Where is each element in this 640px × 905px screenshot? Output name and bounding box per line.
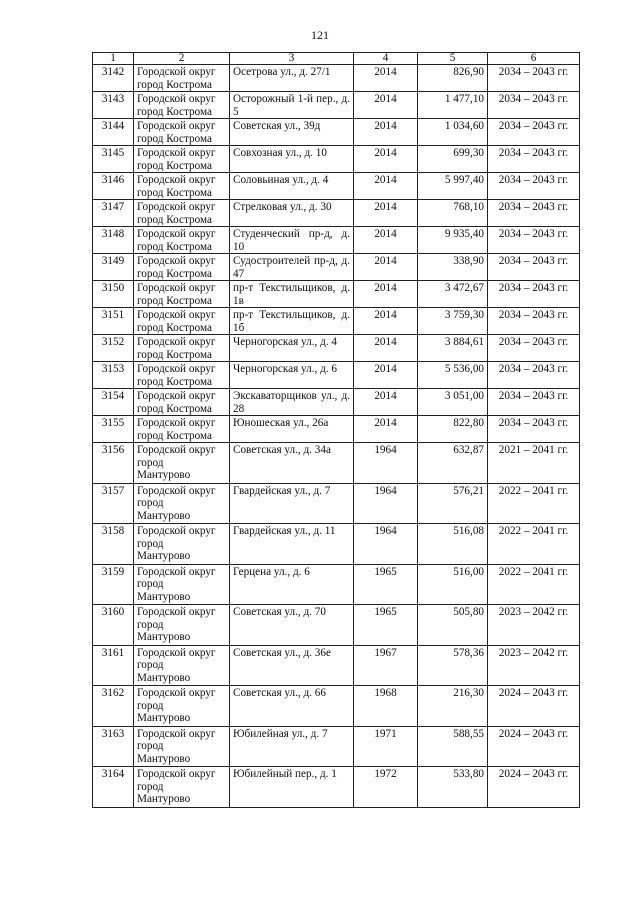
row-number-cell: 3159	[93, 564, 134, 605]
district-cell	[134, 389, 230, 416]
area-cell: 768,10	[418, 200, 488, 227]
period-cell: 2034 – 2043 гг.	[488, 119, 580, 146]
table-row	[93, 362, 580, 389]
table-row	[93, 389, 580, 416]
year-cell: 2014	[354, 254, 418, 281]
area-cell: 9 935,40	[418, 227, 488, 254]
district-line: Мантурово	[137, 671, 191, 684]
district-line: Мантурово	[137, 712, 191, 724]
district-line: Мантурово	[137, 752, 191, 765]
address-cell: Студенческий пр-д, д. 10	[230, 227, 354, 254]
district-line: Мантурово	[137, 590, 191, 603]
area-cell: 588,55	[418, 726, 488, 767]
area-cell: 216,30	[418, 686, 488, 727]
row-number-cell: 3145	[93, 146, 134, 173]
year-cell: 2014	[354, 308, 418, 335]
table-row	[93, 443, 580, 484]
district-cell	[134, 308, 230, 335]
district-line: город	[137, 578, 164, 590]
table-row	[93, 564, 580, 605]
table-row	[93, 254, 580, 281]
district-cell	[134, 767, 230, 808]
housing-register-table	[92, 52, 580, 808]
period-cell: 2034 – 2043 гг.	[488, 92, 580, 119]
address-cell: Советская ул., 39д	[230, 119, 354, 146]
district-cell	[134, 335, 230, 362]
row-number-cell: 3158	[93, 524, 134, 565]
page-number: 121	[311, 28, 329, 42]
year-cell: 1964	[354, 443, 418, 484]
area-cell: 516,08	[418, 524, 488, 565]
address-cell: Юношеская ул., 26а	[230, 416, 354, 443]
area-cell: 578,36	[418, 645, 488, 686]
district-line: Городской округ	[137, 336, 216, 348]
area-cell: 3 884,61	[418, 335, 488, 362]
district-line: город	[137, 456, 164, 469]
district-line: Городской округ	[137, 646, 216, 659]
area-cell: 338,90	[418, 254, 488, 281]
district-cell	[134, 254, 230, 281]
year-cell: 2014	[354, 92, 418, 119]
district-line: город Кострома	[137, 213, 212, 226]
district-line: Городской округ	[137, 390, 216, 402]
address-cell: Гвардейская ул., д. 7	[230, 483, 354, 524]
address-cell: пр-т Текстильщиков, д. 1в	[230, 281, 354, 308]
period-cell: 2034 – 2043 гг.	[488, 281, 580, 308]
column-header: 6	[488, 53, 580, 65]
address-cell: Экскаваторщиков ул., д. 28	[230, 389, 354, 416]
address-cell: Советская ул., д. 70	[230, 605, 354, 646]
district-cell	[134, 645, 230, 686]
address-cell: Черногорская ул., д. 6	[230, 362, 354, 389]
area-cell: 3 472,67	[418, 281, 488, 308]
year-cell: 2014	[354, 173, 418, 200]
table-row	[93, 308, 580, 335]
row-number-cell: 3148	[93, 227, 134, 254]
district-cell	[134, 146, 230, 173]
row-number-cell: 3152	[93, 335, 134, 362]
period-cell: 2024 – 2043 гг.	[488, 726, 580, 767]
area-cell: 516,00	[418, 564, 488, 605]
row-number-cell: 3160	[93, 605, 134, 646]
district-line: Городской округ	[137, 282, 216, 294]
district-cell	[134, 119, 230, 146]
area-cell: 5 997,40	[418, 173, 488, 200]
table-row	[93, 416, 580, 443]
district-line: город Кострома	[137, 240, 212, 253]
table-row	[93, 767, 580, 808]
area-cell: 5 536,00	[418, 362, 488, 389]
period-cell: 2024 – 2043 гг.	[488, 686, 580, 727]
district-line: город	[137, 699, 164, 712]
year-cell: 2014	[354, 200, 418, 227]
year-cell: 1971	[354, 726, 418, 767]
district-line: Городской округ	[137, 768, 216, 780]
district-line: Городской округ	[137, 147, 216, 159]
year-cell: 2014	[354, 146, 418, 173]
header-row	[93, 53, 580, 65]
district-line: город Кострома	[137, 375, 212, 388]
address-cell: Совхозная ул., д. 10	[230, 146, 354, 173]
district-line: Мантурово	[137, 469, 191, 481]
table-row	[93, 146, 580, 173]
row-number-cell: 3156	[93, 443, 134, 484]
district-line: город	[137, 618, 164, 631]
district-line: Городской округ	[137, 444, 216, 456]
row-number-cell: 3154	[93, 389, 134, 416]
district-cell	[134, 173, 230, 200]
year-cell: 1964	[354, 483, 418, 524]
district-line: город	[137, 659, 164, 671]
table-row	[93, 645, 580, 686]
area-cell: 1 034,60	[418, 119, 488, 146]
period-cell: 2034 – 2043 гг.	[488, 65, 580, 92]
table-row	[93, 200, 580, 227]
year-cell: 2014	[354, 119, 418, 146]
district-cell	[134, 686, 230, 727]
district-cell	[134, 281, 230, 308]
address-cell: Осетрова ул., д. 27/1	[230, 65, 354, 92]
year-cell: 2014	[354, 227, 418, 254]
district-cell	[134, 227, 230, 254]
row-number-cell: 3161	[93, 645, 134, 686]
table-row	[93, 227, 580, 254]
row-number-cell: 3153	[93, 362, 134, 389]
district-line: Городской округ	[137, 484, 216, 497]
district-line: Городской округ	[137, 727, 216, 740]
period-cell: 2034 – 2043 гг.	[488, 389, 580, 416]
table-row	[93, 119, 580, 146]
address-cell: Юбилейная ул., д. 7	[230, 726, 354, 767]
area-cell: 699,30	[418, 146, 488, 173]
column-header: 2	[134, 53, 230, 65]
address-cell: Советская ул., д. 36е	[230, 645, 354, 686]
row-number-cell: 3149	[93, 254, 134, 281]
column-header: 4	[354, 53, 418, 65]
row-number-cell: 3147	[93, 200, 134, 227]
column-header: 3	[230, 53, 354, 65]
row-number-cell: 3143	[93, 92, 134, 119]
year-cell: 1964	[354, 524, 418, 565]
row-number-cell: 3151	[93, 308, 134, 335]
district-line: Городской округ	[137, 174, 216, 186]
area-cell: 632,87	[418, 443, 488, 484]
row-number-cell: 3150	[93, 281, 134, 308]
district-cell	[134, 726, 230, 767]
district-line: город Кострома	[137, 78, 212, 91]
table-row	[93, 173, 580, 200]
table-row	[93, 92, 580, 119]
district-line: Мантурово	[137, 631, 191, 643]
district-line: город	[137, 537, 164, 550]
table-row	[93, 65, 580, 92]
area-cell: 3 759,30	[418, 308, 488, 335]
district-line: Городской округ	[137, 255, 216, 267]
district-line: Городской округ	[137, 66, 216, 78]
table-row	[93, 726, 580, 767]
table-row	[93, 281, 580, 308]
district-cell	[134, 443, 230, 484]
district-cell	[134, 524, 230, 565]
period-cell: 2021 – 2041 гг.	[488, 443, 580, 484]
district-line: Городской округ	[137, 565, 216, 578]
area-cell: 826,90	[418, 65, 488, 92]
area-cell: 505,80	[418, 605, 488, 646]
district-line: город Кострома	[137, 294, 212, 307]
address-cell: Черногорская ул., д. 4	[230, 335, 354, 362]
period-cell: 2034 – 2043 гг.	[488, 227, 580, 254]
district-line: Городской округ	[137, 309, 216, 321]
district-cell	[134, 362, 230, 389]
address-cell: Осторожный 1-й пер., д. 5	[230, 92, 354, 119]
area-cell: 576,21	[418, 483, 488, 524]
district-line: Мантурово	[137, 509, 191, 522]
row-number-cell: 3157	[93, 483, 134, 524]
address-cell: пр-т Текстильщиков, д. 1б	[230, 308, 354, 335]
year-cell: 1972	[354, 767, 418, 808]
address-cell: Советская ул., д. 66	[230, 686, 354, 727]
period-cell: 2034 – 2043 гг.	[488, 416, 580, 443]
district-cell	[134, 92, 230, 119]
year-cell: 2014	[354, 416, 418, 443]
district-line: Городской округ	[137, 93, 216, 105]
row-number-cell: 3146	[93, 173, 134, 200]
period-cell: 2034 – 2043 гг.	[488, 362, 580, 389]
area-cell: 533,80	[418, 767, 488, 808]
district-line: Городской округ	[137, 120, 216, 132]
period-cell: 2022 – 2041 гг.	[488, 483, 580, 524]
district-line: город Кострома	[137, 267, 212, 280]
row-number-cell: 3144	[93, 119, 134, 146]
period-cell: 2023 – 2042 гг.	[488, 605, 580, 646]
address-cell: Соловьиная ул., д. 4	[230, 173, 354, 200]
district-line: город	[137, 780, 164, 793]
area-cell: 1 477,10	[418, 92, 488, 119]
district-line: город Кострома	[137, 132, 212, 145]
year-cell: 1968	[354, 686, 418, 727]
period-cell: 2034 – 2043 гг.	[488, 308, 580, 335]
district-line: город	[137, 497, 164, 509]
row-number-cell: 3155	[93, 416, 134, 443]
year-cell: 2014	[354, 281, 418, 308]
district-cell	[134, 483, 230, 524]
district-line: Городской округ	[137, 363, 216, 375]
row-number-cell: 3142	[93, 65, 134, 92]
district-line: город	[137, 740, 164, 752]
district-line: Городской округ	[137, 687, 216, 699]
district-cell	[134, 200, 230, 227]
period-cell: 2034 – 2043 гг.	[488, 335, 580, 362]
column-header: 5	[418, 53, 488, 65]
address-cell: Юбилейный пер., д. 1	[230, 767, 354, 808]
district-line: город Кострома	[137, 105, 212, 118]
year-cell: 2014	[354, 389, 418, 416]
area-cell: 3 051,00	[418, 389, 488, 416]
table-row	[93, 335, 580, 362]
district-line: Мантурово	[137, 793, 191, 805]
address-cell: Судостроителей пр-д, д. 47	[230, 254, 354, 281]
table-row	[93, 686, 580, 727]
period-cell: 2034 – 2043 гг.	[488, 146, 580, 173]
district-line: город Кострома	[137, 429, 212, 442]
district-line: Городской округ	[137, 525, 216, 537]
table-row	[93, 483, 580, 524]
year-cell: 1967	[354, 645, 418, 686]
year-cell: 1965	[354, 605, 418, 646]
district-cell	[134, 605, 230, 646]
district-line: Городской округ	[137, 606, 216, 618]
table-body	[93, 65, 580, 808]
address-cell: Герцена ул., д. 6	[230, 564, 354, 605]
table-row	[93, 605, 580, 646]
year-cell: 2014	[354, 335, 418, 362]
period-cell: 2034 – 2043 гг.	[488, 200, 580, 227]
year-cell: 2014	[354, 362, 418, 389]
row-number-cell: 3163	[93, 726, 134, 767]
period-cell: 2022 – 2041 гг.	[488, 524, 580, 565]
period-cell: 2023 – 2042 гг.	[488, 645, 580, 686]
period-cell: 2034 – 2043 гг.	[488, 173, 580, 200]
district-cell	[134, 564, 230, 605]
address-cell: Гвардейская ул., д. 11	[230, 524, 354, 565]
period-cell: 2034 – 2043 гг.	[488, 254, 580, 281]
column-header: 1	[93, 53, 134, 65]
period-cell: 2024 – 2043 гг.	[488, 767, 580, 808]
district-line: Городской округ	[137, 228, 216, 240]
district-line: Городской округ	[137, 201, 216, 213]
table-row	[93, 524, 580, 565]
district-line: город Кострома	[137, 186, 212, 199]
row-number-cell: 3164	[93, 767, 134, 808]
address-cell: Советская ул., д. 34а	[230, 443, 354, 484]
district-cell	[134, 416, 230, 443]
district-line: Городской округ	[137, 417, 216, 429]
year-cell: 2014	[354, 65, 418, 92]
period-cell: 2022 – 2041 гг.	[488, 564, 580, 605]
district-line: город Кострома	[137, 321, 212, 334]
district-cell	[134, 65, 230, 92]
year-cell: 1965	[354, 564, 418, 605]
district-line: город Кострома	[137, 402, 212, 415]
district-line: Мантурово	[137, 550, 191, 562]
district-line: город Кострома	[137, 159, 212, 172]
row-number-cell: 3162	[93, 686, 134, 727]
area-cell: 822,80	[418, 416, 488, 443]
district-line: город Кострома	[137, 348, 212, 361]
address-cell: Стрелковая ул., д. 30	[230, 200, 354, 227]
